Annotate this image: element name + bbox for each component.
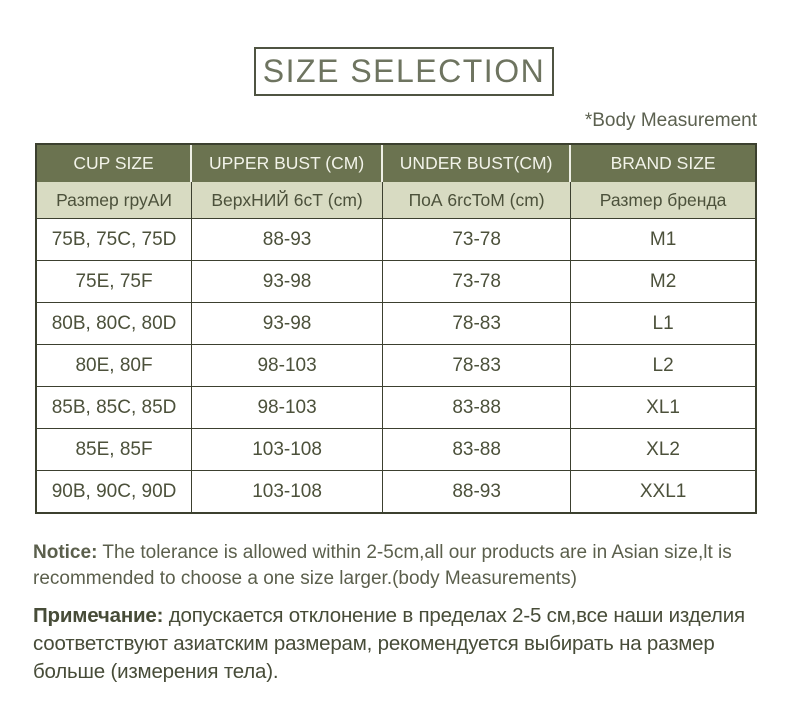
under-bust-cell: 73-78 [383, 219, 571, 261]
size-row [37, 261, 755, 303]
notice-russian-label: Примечание: [33, 604, 164, 627]
cup-size-cell: 80B, 80C, 80D [37, 303, 192, 345]
header-row-en [37, 145, 755, 182]
size-row [37, 219, 755, 261]
body-measurement-note: *Body Measurement [584, 110, 757, 131]
upper-bust-cell: 93-98 [192, 303, 383, 345]
header-brand-size-ru: Разmер бренда [571, 182, 755, 219]
upper-bust-cell: 88-93 [192, 219, 383, 261]
header-brand-size: BRAND SIZE [571, 145, 755, 182]
upper-bust-cell: 98-103 [192, 387, 383, 429]
header-row-ru [37, 182, 755, 219]
notice-english [33, 540, 771, 592]
notice-english-text: The tolerance is allowed within 2-5cm,all our products are in Asian size,lt is recommended to choose a one size larger.(body Measurements) [33, 542, 732, 589]
header-under-bust: UNDER BUST(CM) [383, 145, 571, 182]
brand-size-cell: M1 [571, 219, 755, 261]
cup-size-cell: 85E, 85F [37, 429, 192, 471]
size-row [37, 303, 755, 345]
upper-bust-cell: 103-108 [192, 471, 383, 512]
brand-size-cell: XL2 [571, 429, 755, 471]
brand-size-cell: L2 [571, 345, 755, 387]
notice-english-label: Notice: [33, 542, 98, 563]
header-cup-size: CUP SIZE [37, 145, 192, 182]
cup-size-cell: 75B, 75C, 75D [37, 219, 192, 261]
size-table [35, 143, 757, 514]
size-row [37, 429, 755, 471]
brand-size-cell: M2 [571, 261, 755, 303]
header-upper-bust-ru: ВерхНИЙ 6сТ (cm) [192, 182, 383, 219]
under-bust-cell: 83-88 [383, 387, 571, 429]
under-bust-cell: 83-88 [383, 429, 571, 471]
brand-size-cell: L1 [571, 303, 755, 345]
notice-russian-text: допускается отклонение в пределах 2-5 см,все наши изделия соответствуют азиатским размерам, рекомендуется выбирать на размер больше (измерения тела). [33, 604, 745, 683]
under-bust-cell: 78-83 [383, 303, 571, 345]
brand-size-cell: XL1 [571, 387, 755, 429]
size-row [37, 387, 755, 429]
size-row [37, 345, 755, 387]
brand-size-cell: XXL1 [571, 471, 755, 512]
under-bust-cell: 73-78 [383, 261, 571, 303]
upper-bust-cell: 103-108 [192, 429, 383, 471]
header-cup-size-ru: Разmер rруАИ [37, 182, 192, 219]
size-row [37, 471, 755, 512]
header-upper-bust: UPPER BUST (CM) [192, 145, 383, 182]
header-under-bust-ru: ПоА 6rcToM (cm) [383, 182, 571, 219]
upper-bust-cell: 93-98 [192, 261, 383, 303]
cup-size-cell: 80E, 80F [37, 345, 192, 387]
upper-bust-cell: 98-103 [192, 345, 383, 387]
cup-size-cell: 90B, 90C, 90D [37, 471, 192, 512]
title-box [254, 47, 554, 96]
page-title: SIZE SELECTION [262, 53, 546, 89]
cup-size-cell: 75E, 75F [37, 261, 192, 303]
cup-size-cell: 85B, 85C, 85D [37, 387, 192, 429]
under-bust-cell: 78-83 [383, 345, 571, 387]
notice-russian [33, 602, 783, 686]
under-bust-cell: 88-93 [383, 471, 571, 512]
